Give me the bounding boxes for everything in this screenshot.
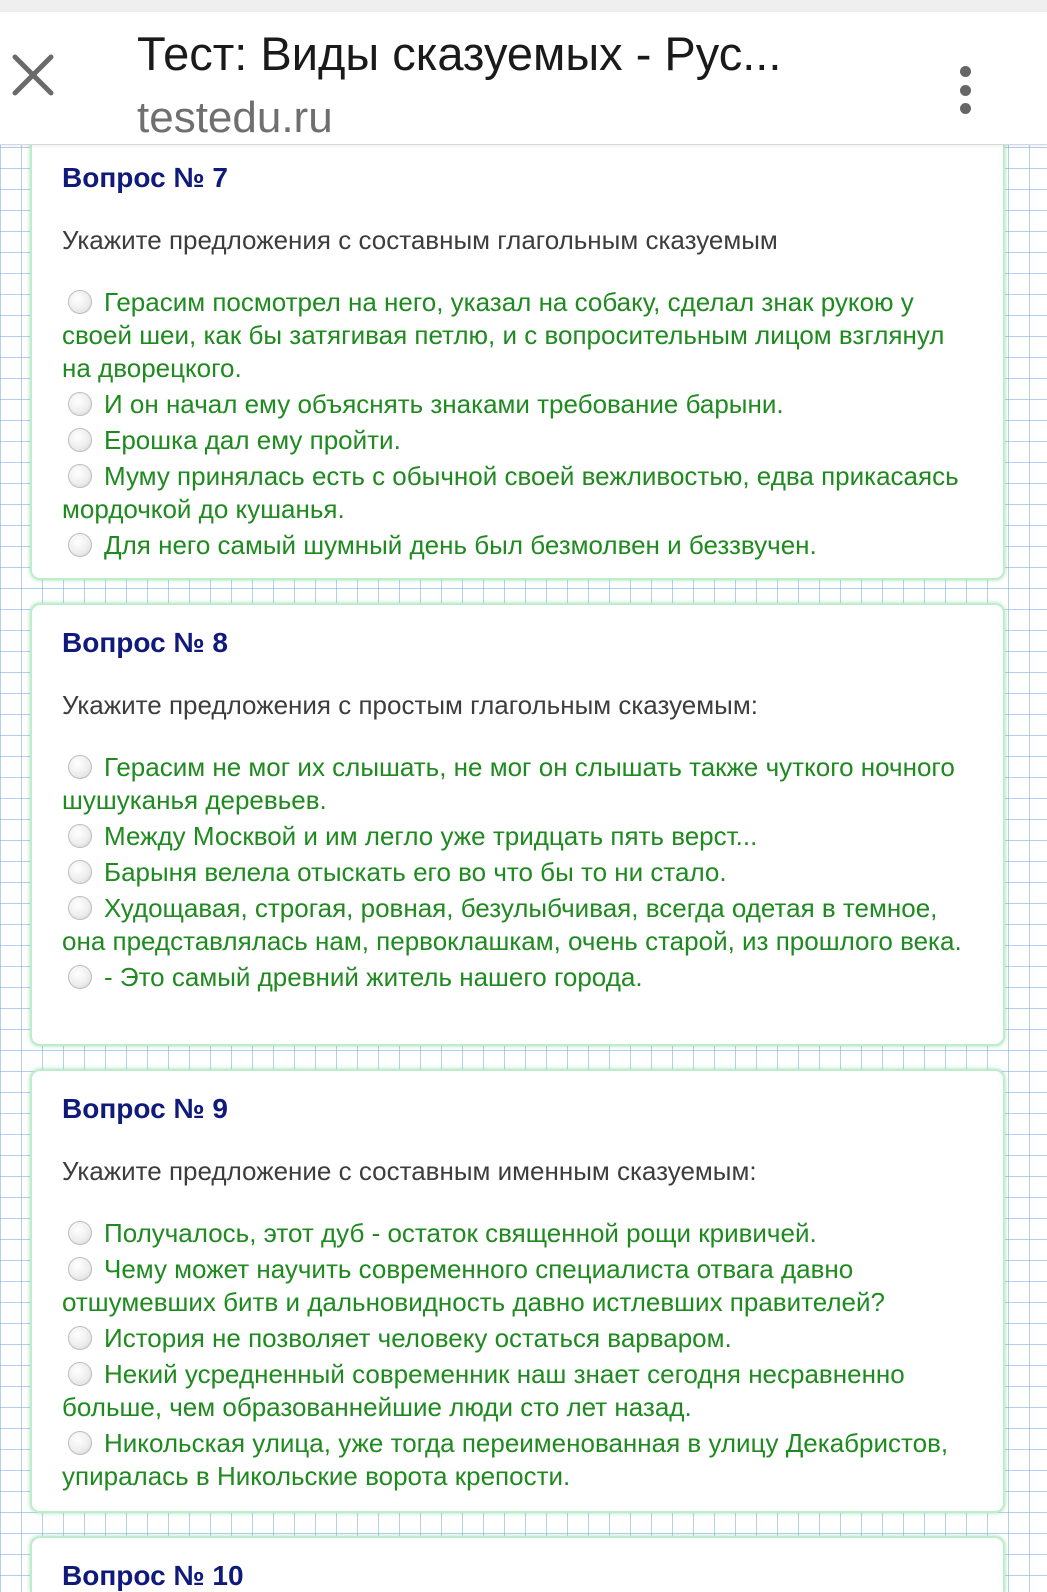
radio-button[interactable] [68,533,92,557]
answer-option[interactable] [62,286,977,385]
answer-option[interactable] [62,820,977,853]
page-url[interactable]: testedu.ru [137,93,333,142]
question-title: Вопрос № 10 [62,1560,244,1591]
question-title: Вопрос № 7 [62,162,228,193]
question-card-10 [30,1536,1005,1592]
answer-option[interactable] [62,529,977,562]
answer-label: - Это самый древний житель нашего города. [104,962,643,992]
radio-button[interactable] [68,1431,92,1455]
answer-option[interactable] [62,388,977,421]
answer-label: Худощавая, строгая, ровная, безулыбчивая, всегда одетая в темное, она представлялась нам, первоклашкам, очень старой, из прошлого века. [62,893,962,956]
answer-label: Герасим посмотрел на него, указал на собаку, сделал знак рукою у своей шеи, как бы затягивая петлю, и с вопросительным лицом взглянул на дворецкого. [62,287,945,383]
radio-button[interactable] [68,755,92,779]
radio-button[interactable] [68,464,92,488]
radio-button[interactable] [68,1221,92,1245]
answer-label: И он начал ему объяснять знаками требование барыни. [104,389,784,419]
answer-option[interactable] [62,751,977,817]
question-text: Укажите предложения с составным глагольным сказуемым [62,225,778,255]
answer-option[interactable] [62,892,977,958]
answer-label: Ерошка дал ему пройти. [104,425,401,455]
answer-list [62,751,977,997]
answer-label: Барыня велела отыскать его во что бы то ни стало. [104,857,727,887]
status-strip [0,0,1047,12]
menu-dot-icon [960,66,971,77]
radio-button[interactable] [68,824,92,848]
answer-label: Между Москвой и им легло уже тридцать пять верст... [104,821,758,851]
menu-dot-icon [960,85,971,96]
question-card-9 [30,1069,1005,1513]
question-title: Вопрос № 9 [62,1093,228,1124]
answer-option[interactable] [62,961,977,994]
close-button[interactable] [8,50,58,100]
answer-option[interactable] [62,856,977,889]
answer-option[interactable] [62,1253,977,1319]
answer-label: Получалось, этот дуб - остаток священной рощи кривичей. [104,1218,817,1248]
answer-label: Некий усредненный современник наш знает сегодня несравненно больше, чем образованнейшие люди сто лет назад. [62,1359,905,1422]
page-title: Тест: Виды сказуемых - Рус... [137,27,782,80]
radio-button[interactable] [68,896,92,920]
radio-button[interactable] [68,965,92,989]
answer-option[interactable] [62,424,977,457]
radio-button[interactable] [68,1257,92,1281]
answer-option[interactable] [62,1217,977,1250]
answer-option[interactable] [62,1322,977,1355]
question-card-7 [30,118,1005,580]
answer-label: Чему может научить современного специалиста отвага давно отшумевших битв и дальновидность давно истлевших правителей? [62,1254,885,1317]
radio-button[interactable] [68,290,92,314]
more-options-button[interactable] [950,60,980,120]
radio-button[interactable] [68,1326,92,1350]
radio-button[interactable] [68,860,92,884]
answer-label: История не позволяет человеку остаться варваром. [104,1323,732,1353]
answer-list [62,286,977,565]
radio-button[interactable] [68,392,92,416]
answer-option[interactable] [62,1427,977,1493]
question-card-8 [30,603,1005,1046]
question-text: Укажите предложение с составным именным сказуемым: [62,1156,757,1186]
close-icon [12,54,54,96]
radio-button[interactable] [68,1362,92,1386]
answer-option[interactable] [62,460,977,526]
answer-label: Никольская улица, уже тогда переименованная в улицу Декабристов, упиралась в Никольские ворота крепости. [62,1428,949,1491]
browser-toolbar [0,12,1047,145]
menu-dot-icon [960,103,971,114]
answer-option[interactable] [62,1358,977,1424]
answer-label: Для него самый шумный день был безмолвен и беззвучен. [104,530,817,560]
answer-label: Муму принялась есть с обычной своей вежливостью, едва прикасаясь мордочкой до кушанья. [62,461,959,524]
answer-label: Герасим не мог их слышать, не мог он слышать также чуткого ночного шушуканья деревьев. [62,752,955,815]
radio-button[interactable] [68,428,92,452]
question-title: Вопрос № 8 [62,627,228,658]
answer-list [62,1217,977,1496]
question-text: Укажите предложения с простым глагольным сказуемым: [62,690,758,720]
